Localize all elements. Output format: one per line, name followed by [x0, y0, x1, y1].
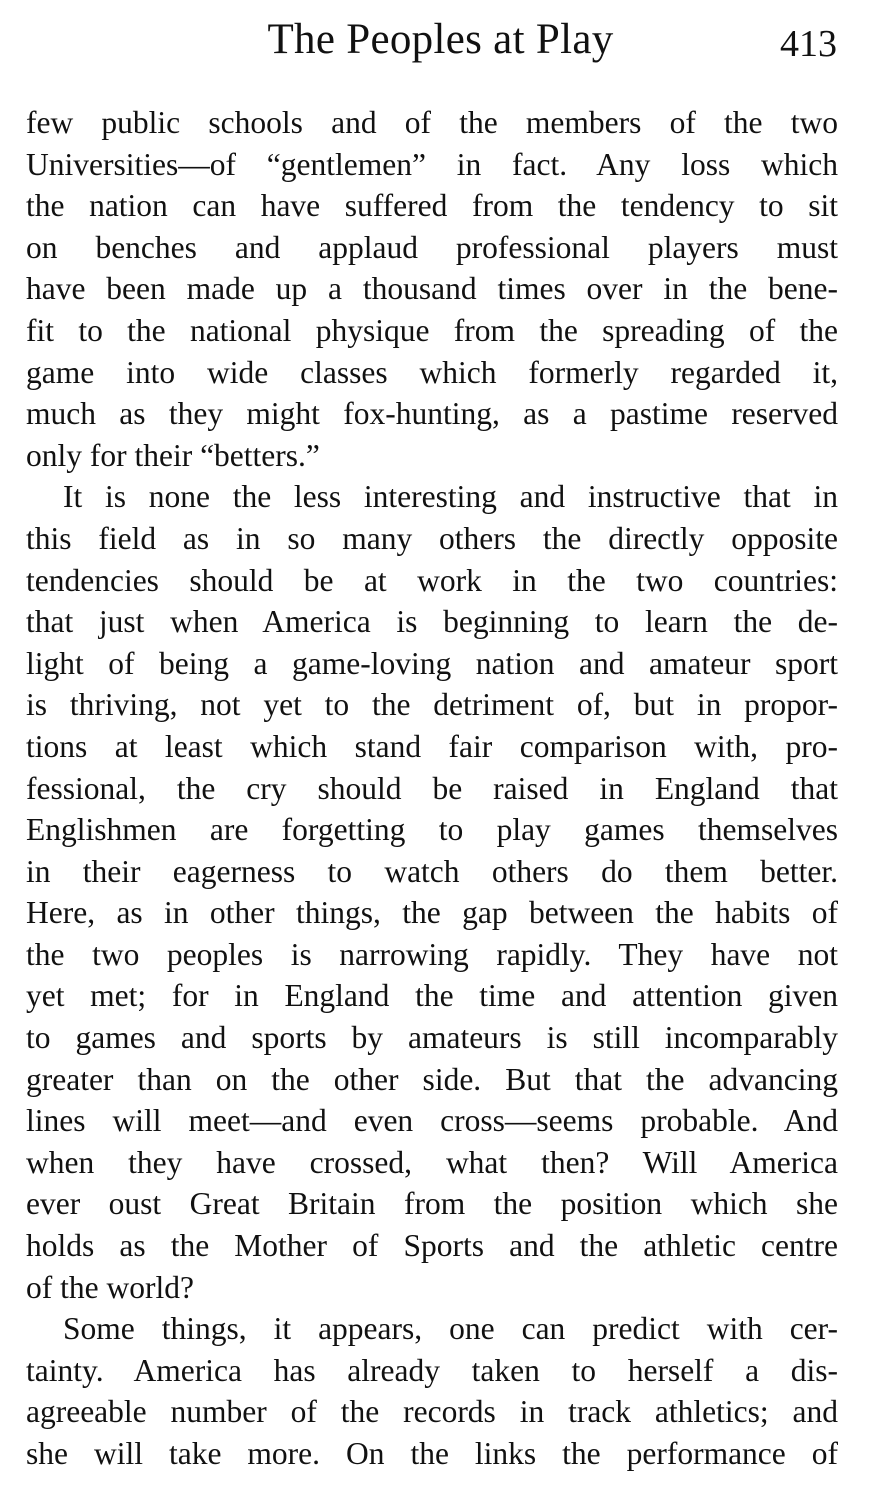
text-line: yet met; for in England the time and attention given — [26, 978, 838, 1014]
text-line: tendencies should be at work in the two countries: — [26, 562, 838, 598]
page-number: 413 — [780, 23, 837, 65]
text-line: this field as in so many others the directly opposite — [26, 520, 838, 556]
paragraph — [26, 1308, 838, 1474]
text-line: on benches and applaud professional players must — [26, 229, 838, 265]
text-line: Some things, it appears, one can predict with cer- — [63, 1311, 838, 1347]
text-line: holds as the Mother of Sports and the athletic centre — [26, 1228, 838, 1264]
paragraph — [26, 476, 838, 1308]
running-head — [0, 8, 871, 72]
text-line: Here, as in other things, the gap between the habits of — [26, 895, 838, 931]
text-line: few public schools and of the members of the two — [26, 105, 838, 140]
text-line: only for their “betters.” — [26, 437, 320, 473]
text-line: of the world? — [26, 1269, 194, 1305]
running-title: The Peoples at Play — [267, 16, 614, 63]
text-line: the two peoples is narrowing rapidly. They have not — [26, 936, 838, 972]
text-line: light of being a game-loving nation and amateur sport — [26, 645, 838, 681]
text-line: agreeable number of the records in track athletics; and — [26, 1394, 838, 1430]
text-line: the nation can have suffered from the tendency to sit — [26, 188, 838, 224]
text-line: she will take more. On the links the performance of — [26, 1436, 838, 1471]
text-line: to games and sports by amateurs is still incomparably — [26, 1020, 838, 1056]
text-line: fit to the national physique from the spreading of the — [26, 312, 838, 348]
text-line: fessional, the cry should be raised in England that — [26, 770, 838, 806]
text-line: tions at least which stand fair comparison with, pro- — [26, 728, 838, 764]
text-line: It is none the less interesting and instructive that in — [63, 479, 838, 515]
text-line: have been made up a thousand times over in the bene- — [26, 271, 838, 307]
text-line: greater than on the other side. But that the advancing — [26, 1061, 838, 1097]
text-line: Englishmen are forgetting to play games themselves — [26, 812, 838, 848]
text-line: in their eagerness to watch others do them better. — [26, 853, 838, 889]
text-line: game into wide classes which formerly regarded it, — [26, 354, 838, 390]
text-line: much as they might fox-hunting, as a pastime reserved — [26, 396, 838, 432]
text-line: is thriving, not yet to the detriment of, but in propor- — [26, 687, 838, 723]
text-line: when they have crossed, what then? Will America — [26, 1144, 838, 1180]
text-line: that just when America is beginning to learn the de- — [26, 604, 838, 640]
text-line: Universities—of “gentlemen” in fact. Any loss which — [26, 146, 838, 182]
body-text — [26, 102, 838, 1475]
text-line: tainty. America has already taken to herself a dis- — [26, 1352, 838, 1388]
paragraph — [26, 102, 838, 476]
text-line: lines will meet—and even cross—seems probable. And — [26, 1103, 838, 1139]
text-line: ever oust Great Britain from the position which she — [26, 1186, 838, 1222]
